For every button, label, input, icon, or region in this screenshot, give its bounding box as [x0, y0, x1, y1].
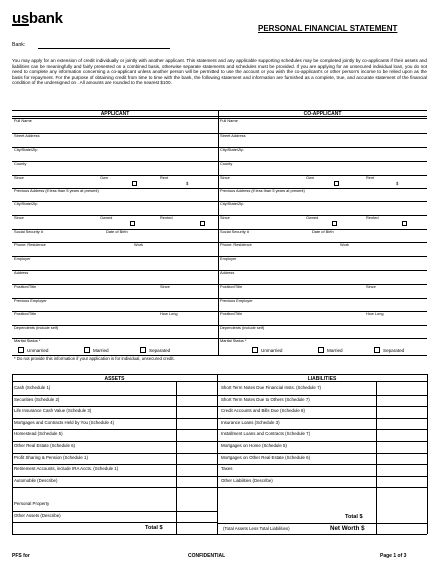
applicant-county-label: County [14, 161, 27, 166]
applicant-work-label: Work [134, 242, 144, 247]
asset-row-line [12, 429, 217, 430]
asset-item-label: Other Real Estate (Schedule 6) [14, 443, 76, 448]
form-row-line [12, 311, 218, 312]
applicant-full-name-label: Full Name [14, 118, 32, 123]
form-row-line [218, 175, 427, 176]
liability-row-line [217, 453, 427, 454]
intro-paragraph: You may apply for an extension of credit individually or jointly with another applicant. This statement and any applicable supporting schedules may be completed jointly by co-applicants if their assets and liabilities can be meaningfully and fairly presented on a combined basis, otherwise separate statements and schedules must be provided. If you are applying for an unsecured individual loan, you do not need to complete any information concerning a co-applicant unless another person will be permitted to use the account or you wish the co-applicant's or other person's income to be relied upon as the basis for repayment. For the purpose of obtaining credit from time to time with the bank, the following statement and information are furnished as a complete, true, and accurate statement of the financial condition of the undersigned on . All amounts are rounded to the nearest $100. [12, 58, 427, 86]
form-row-line [12, 133, 218, 134]
liability-row-line [217, 429, 427, 430]
coapplicant-since2-label: Since [220, 215, 230, 220]
coapplicant-heading: CO-APPLICANT [218, 110, 427, 117]
liability-item-label: Mortgages on Other Real Estate (Schedule 6) [221, 454, 311, 460]
applicant-checkbox[interactable] [132, 181, 137, 186]
form-row-line [218, 161, 427, 162]
coapplicant-owned-label: Owned [306, 215, 319, 220]
liability-row-line [217, 406, 427, 407]
liability-row-line [217, 464, 427, 465]
asset-row-line [12, 487, 217, 488]
applicant-own-label: Own [100, 175, 108, 180]
coapplicant-rent-label: Rent [366, 175, 375, 180]
asset-item-label: Homestead (Schedule 5) [14, 431, 63, 437]
asset-item-label: Retirement Accounts, include IRA Accts. (Schedule 1) [14, 466, 119, 472]
applicant-checkbox[interactable] [200, 221, 205, 226]
coapplicant-full-name-label: Full Name [220, 118, 238, 123]
footer-confidential: CONFIDENTIAL [188, 553, 226, 559]
applicant-married-checkbox[interactable] [84, 347, 90, 353]
liability-total-line [217, 523, 427, 524]
form-row-line [12, 147, 218, 148]
applicant-dob-label: Date of Birth [106, 229, 128, 234]
applicant-since3-label: Since [160, 284, 170, 289]
form-row-line [218, 338, 427, 339]
coapplicant-street-label: Street Address [220, 133, 246, 138]
asset-row-line [12, 418, 217, 419]
applicant-separated-label: Separated [149, 348, 171, 353]
form-row-line [218, 133, 427, 134]
applicant-since-label: Since [14, 175, 24, 180]
coapplicant-how-long-label: How Long [366, 311, 384, 316]
coapplicant-separated-label: Separated [383, 348, 405, 353]
liability-row-line [217, 418, 427, 419]
applicant-owned-label: Owned [100, 215, 113, 220]
form-row-line [12, 284, 218, 285]
marital-footnote: * Do not provide this information if your application is for individual, unsecured credit. [14, 356, 175, 361]
coapplicant-address-label: Address [220, 270, 235, 275]
asset-item-label: Securities (Schedule 2) [14, 396, 60, 402]
form-row-line [12, 201, 218, 202]
applicant-heading: APPLICANT [12, 110, 218, 117]
asset-item-label: Profit Sharing & Pension (Schedule 1) [14, 454, 88, 460]
form-row-line [12, 338, 218, 339]
liability-item-label: Taxes [221, 466, 233, 472]
coapplicant-own-label: Own [306, 175, 314, 180]
applicant-how-long-label: How Long [160, 311, 178, 316]
coapplicant-city-label: City/State/Zip [220, 147, 244, 152]
assets-heading: ASSETS [12, 374, 217, 382]
coapplicant-employer-label: Employer [220, 256, 237, 261]
coapplicant-checkbox[interactable] [332, 221, 337, 226]
liability-row-line [217, 395, 427, 396]
coapplicant-prev-employer-label: Previous Employer [220, 298, 253, 303]
liabilities-right-border [427, 374, 428, 534]
applicant-unmarried-checkbox[interactable] [18, 347, 24, 353]
totals-line [12, 534, 427, 535]
asset-row-line [12, 441, 217, 442]
applicant-rent-label: Rent [160, 175, 169, 180]
form-row-line [218, 256, 427, 257]
coapplicant-unmarried-checkbox[interactable] [252, 347, 258, 353]
coapplicant-position-label: Position/Title [220, 284, 243, 289]
applicant-city-label: City/State/Zip [14, 147, 38, 152]
coapplicant-checkbox[interactable] [402, 221, 407, 226]
form-row-line [218, 201, 427, 202]
coapplicant-married-checkbox[interactable] [318, 347, 324, 353]
coapplicant-marital-label: Marital Status * [220, 338, 247, 343]
liability-item-label: Mortgages on Home (Schedule 5) [221, 443, 287, 448]
applicant-phone-label: Phone: Residence [14, 242, 46, 247]
liability-row-line [217, 476, 427, 477]
applicant-ssn-label: Social Security # [14, 229, 43, 234]
coapplicant-county-label: County [220, 161, 233, 166]
applicant-rented-label: Rented [160, 215, 173, 220]
applicant-prev-address-label: Previous Address (if less than 5 years at present) [14, 188, 99, 193]
coapplicant-checkbox[interactable] [334, 181, 339, 186]
asset-row-line [12, 464, 217, 465]
section-divider [217, 374, 218, 534]
asset-row-line [12, 406, 217, 407]
footer-page-number: Page 1 of 3 [380, 553, 407, 559]
assets-left-border [12, 374, 13, 534]
applicant-address-label: Address [14, 270, 29, 275]
liability-item-label: Short Term Notes Due Financial Insts. (Schedule 7) [221, 385, 321, 390]
asset-item-label: Cash (Schedule 1) [14, 385, 51, 390]
coapplicant-since-label: Since [220, 175, 230, 180]
applicant-dependents-label: Dependents (include self) [14, 325, 59, 330]
assets-total-label: Total $ [145, 525, 163, 532]
coapplicant-rented-label: Rented [366, 215, 379, 220]
coapplicant-rent-dollar: $ [396, 181, 399, 186]
coapplicant-married-label: Married [327, 348, 343, 353]
form-row-line [218, 284, 427, 285]
applicant-city2-label: City/State/Zip [14, 201, 38, 206]
coapplicant-ssn-label: Social Security # [220, 229, 249, 234]
form-row-line [12, 175, 218, 176]
form-row-line [218, 215, 427, 216]
form-row-line [12, 215, 218, 216]
coapplicant-dependents-label: Dependents (include self) [220, 325, 265, 330]
liabilities-heading: LIABILITIES [217, 374, 427, 382]
coapplicant-city2-label: City/State/Zip [220, 201, 244, 206]
form-row-line [12, 161, 218, 162]
liability-item-label: Credit Accounts and Bills Due (Schedule 8) [221, 408, 305, 414]
liability-item-label: Other Liabilities (Describe) [221, 477, 273, 483]
assets-value-column [176, 382, 177, 534]
liability-row-line [217, 441, 427, 442]
coapplicant-unmarried-label: Unmarried [261, 348, 283, 353]
coapplicant-separated-checkbox[interactable] [374, 347, 380, 353]
liabilities-value-column [376, 382, 377, 534]
asset-item-label: Life Insurance Cash Value (Schedule 3) [14, 408, 92, 414]
coapplicant-since3-label: Since [366, 284, 376, 289]
applicant-unmarried-label: Unmarried [27, 348, 49, 353]
usbank-logo: usbank [12, 10, 63, 27]
applicant-position2-label: Position/Title [14, 311, 37, 316]
form-row-line [12, 118, 218, 119]
applicant-separated-checkbox[interactable] [140, 347, 146, 353]
form-column-divider [218, 110, 219, 355]
net-worth-note: (Total Assets Less Total Liabilities) [223, 526, 290, 532]
applicant-position-label: Position/Title [14, 284, 37, 289]
net-worth-label: Net Worth $ [330, 525, 365, 533]
applicant-prev-employer-label: Previous Employer [14, 298, 47, 303]
liability-item-label: Installment Loans and Contracts (Schedule 7) [221, 431, 311, 437]
applicant-married-label: Married [93, 348, 109, 353]
asset-item-label: Mortgages and Contracts Held by You (Schedule 4) [14, 419, 115, 425]
form-row-line [218, 147, 427, 148]
asset-row-line [12, 522, 217, 523]
applicant-checkbox[interactable] [130, 221, 135, 226]
form-row-line [12, 270, 218, 271]
asset-item-label: Automobile (Describe) [14, 477, 58, 483]
coapplicant-dob-label: Date of Birth [312, 229, 334, 234]
bank-field[interactable] [38, 48, 170, 49]
asset-row-line [12, 511, 217, 512]
coapplicant-phone-label: Phone: Residence [220, 242, 252, 247]
applicant-rent-dollar: $ [186, 181, 189, 186]
applicant-marital-label: Marital Status * [14, 338, 41, 343]
liability-item-label: Insurance Loans (Schedule 3) [221, 419, 280, 425]
form-row-line [218, 118, 427, 119]
liability-row-line [217, 487, 427, 488]
bank-label: Bank: [12, 42, 26, 48]
coapplicant-position2-label: Position/Title [220, 311, 243, 316]
coapplicant-work-label: Work [340, 242, 350, 247]
form-row-line [218, 270, 427, 271]
liability-item-label: Short Term Notes Due to Others (Schedule 7) [221, 396, 310, 402]
form-row-line [218, 311, 427, 312]
asset-item-label: Personal Property [14, 501, 50, 506]
liabilities-total-label: Total $ [345, 513, 363, 520]
asset-item-label: Other Assets (Describe) [14, 512, 61, 518]
applicant-employer-label: Employer [14, 256, 31, 261]
asset-row-line [12, 476, 217, 477]
asset-row-line [12, 453, 217, 454]
asset-row-line [12, 395, 217, 396]
form-row-line [12, 256, 218, 257]
footer-pfs-for: PFS for [12, 553, 30, 559]
page-title: PERSONAL FINANCIAL STATEMENT [258, 24, 398, 33]
coapplicant-prev-address-label: Previous Address (if less than 5 years at present) [220, 188, 305, 193]
applicant-since2-label: Since [14, 215, 24, 220]
applicant-street-label: Street Address [14, 133, 40, 138]
